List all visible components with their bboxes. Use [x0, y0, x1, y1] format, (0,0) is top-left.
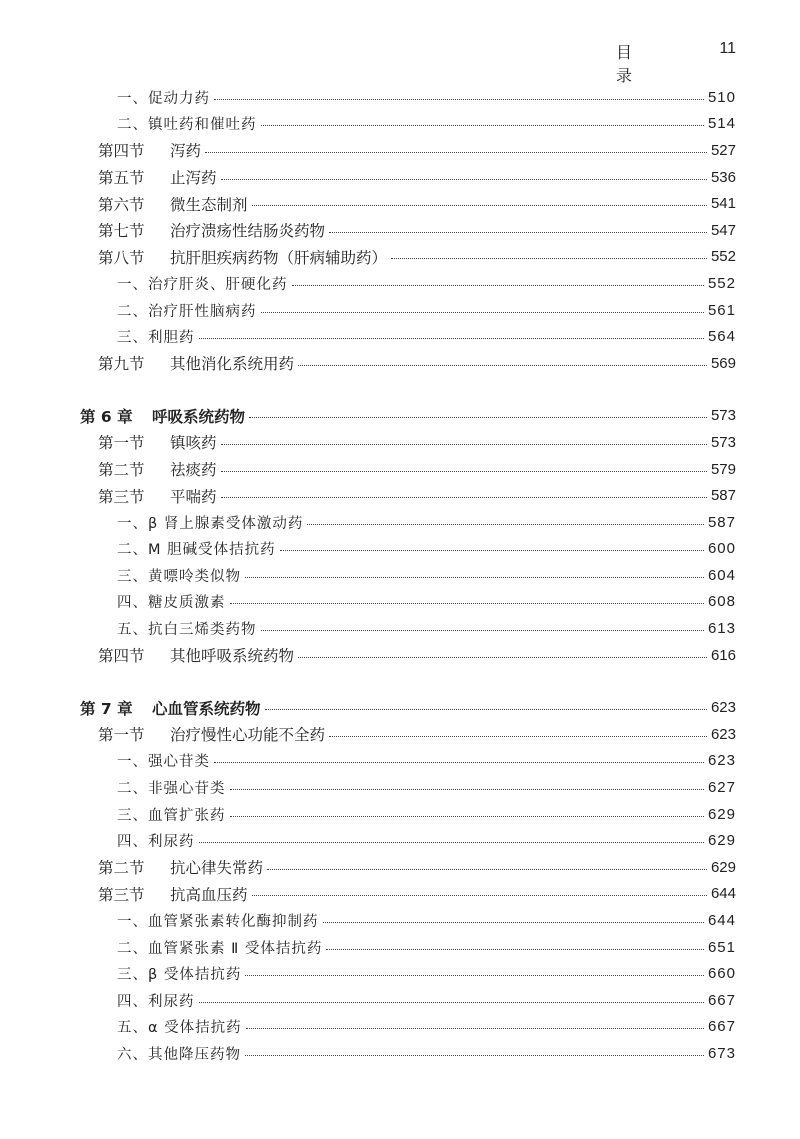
toc-entry-text: [98, 644, 294, 666]
toc-section-row[interactable]: [0, 350, 800, 377]
toc-entry-text: [117, 1043, 241, 1064]
page-header: [600, 40, 740, 85]
toc-entry-title: 糖皮质激素: [148, 595, 226, 612]
toc-page-number: 536: [710, 168, 736, 186]
dot-leader: [246, 1028, 704, 1029]
toc-entry-title: 镇咳药: [170, 434, 217, 453]
toc-entry-title: 其他降压药物: [148, 1046, 241, 1063]
toc-entry-label: 第六节: [98, 195, 145, 214]
toc-entry-label: 第一节: [98, 726, 145, 745]
dot-leader: [221, 497, 707, 498]
dot-leader: [214, 99, 704, 100]
toc-page-number: 573: [710, 433, 736, 451]
toc-entry-title: 促动力药: [148, 90, 210, 107]
toc-entry-title: M 胆碱受体拮抗药: [148, 542, 276, 559]
toc-item-row[interactable]: [0, 987, 800, 1014]
toc-page-number: 627: [707, 779, 736, 797]
toc-page-number: 587: [710, 487, 736, 505]
toc-entry-title: 止泻药: [170, 169, 217, 188]
toc-page-number: 510: [707, 88, 736, 106]
toc-entry-label: 二、: [117, 303, 148, 320]
toc-page-number: 573: [710, 407, 736, 425]
toc-entry-text: [98, 352, 294, 374]
toc-entry-title: 其他呼吸系统药物: [170, 647, 295, 666]
dot-leader: [307, 524, 704, 525]
toc-section-row[interactable]: [0, 721, 800, 748]
toc-entry-text: [98, 485, 217, 507]
toc-entry-title: β 受体拮抗药: [148, 967, 242, 984]
toc-entry-label: 第四节: [98, 647, 145, 666]
toc-entry-text: [80, 697, 261, 719]
dot-leader: [245, 975, 704, 976]
toc-page-number: 564: [707, 328, 736, 346]
toc-entry-title: 平喘药: [170, 487, 217, 506]
toc-entry-text: [98, 723, 325, 745]
toc-entry-title: 治疗肝性脑病药: [148, 303, 257, 320]
dot-leader: [261, 312, 704, 313]
toc-entry-title: 抗高血压药: [170, 885, 248, 904]
dot-leader: [245, 577, 704, 578]
toc-page-number: 629: [707, 805, 736, 823]
toc-page-number: 569: [710, 354, 736, 372]
toc-entry-title: 心血管系统药物: [152, 699, 261, 718]
toc-item-row[interactable]: [0, 960, 800, 987]
dot-leader: [261, 630, 704, 631]
toc-item-row[interactable]: [0, 111, 800, 138]
toc-entry-text: [117, 963, 241, 984]
toc-item-row[interactable]: [0, 297, 800, 324]
toc-entry-title: 祛痰药: [170, 461, 217, 480]
toc-entry-text: [98, 431, 217, 453]
toc-entry-label: 二、: [117, 542, 148, 559]
toc-entry-title: 呼吸系统药物: [152, 407, 246, 426]
toc-page-number: 644: [710, 885, 736, 903]
dot-leader: [249, 417, 707, 418]
dot-leader: [230, 603, 704, 604]
toc-entry-label: 第 7 章: [80, 699, 133, 718]
toc-entry-title: 强心苷类: [148, 754, 210, 771]
toc-entry-title: β 肾上腺素受体激动药: [148, 515, 304, 532]
toc-entry-title: 利尿药: [148, 993, 195, 1010]
toc-entry-label: 三、: [117, 568, 148, 585]
toc-entry-title: 血管紧张素转化酶抑制药: [148, 914, 319, 931]
dot-leader: [199, 842, 704, 843]
toc-page-number: 552: [710, 248, 736, 266]
dot-leader: [292, 285, 704, 286]
toc-item-row[interactable]: [0, 1014, 800, 1041]
toc-page-number: 514: [707, 115, 736, 133]
section-spacer: [0, 668, 800, 694]
toc-entry-label: 一、: [117, 276, 148, 293]
toc-page-number: 547: [710, 221, 736, 239]
toc-item-row[interactable]: [0, 934, 800, 961]
toc-entry-label: 第四节: [98, 142, 145, 161]
toc-entry-text: [98, 883, 248, 905]
dot-leader: [267, 869, 707, 870]
toc-entry-label: 第 6 章: [80, 407, 133, 426]
toc-entry-label: 二、: [117, 940, 148, 957]
toc-entry-label: 第八节: [98, 248, 145, 267]
toc-entry-text: [117, 1016, 242, 1037]
toc-entry-label: 第三节: [98, 885, 145, 904]
toc-entry-label: 四、: [117, 595, 148, 612]
toc-section-row[interactable]: [0, 854, 800, 881]
toc-section-row[interactable]: [0, 137, 800, 164]
dot-leader: [199, 338, 704, 339]
toc-page-number: 608: [707, 593, 736, 611]
toc-page-number: 604: [707, 566, 736, 584]
page-header-title: 目 录: [616, 43, 665, 85]
toc-entry-text: [117, 937, 322, 958]
toc-entry-label: 三、: [117, 967, 148, 984]
toc-item-row[interactable]: [0, 801, 800, 828]
toc-section-row[interactable]: [0, 190, 800, 217]
toc-page-number: 667: [707, 991, 736, 1009]
toc-entry-title: 治疗肝炎、肝硬化药: [148, 276, 288, 293]
toc-item-row[interactable]: [0, 748, 800, 775]
toc-page-number: 579: [710, 460, 736, 478]
toc-item-row[interactable]: [0, 615, 800, 642]
toc-section-row[interactable]: [0, 164, 800, 191]
toc-page-number: 629: [710, 858, 736, 876]
dot-leader: [230, 816, 704, 817]
toc-entry-label: 第九节: [98, 355, 145, 374]
toc-entry-text: [117, 777, 226, 798]
toc-chapter-row[interactable]: [0, 694, 800, 721]
dot-leader: [265, 709, 707, 710]
toc-entry-label: 一、: [117, 515, 148, 532]
toc-item-row[interactable]: [0, 536, 800, 563]
toc-entry-text: [117, 750, 210, 771]
toc-item-row[interactable]: [0, 1040, 800, 1067]
toc-page-number: 623: [710, 699, 736, 717]
toc-entry-text: [117, 990, 195, 1011]
toc-page-number: 527: [710, 141, 736, 159]
toc-entry-label: 一、: [117, 754, 148, 771]
toc-item-row[interactable]: [0, 562, 800, 589]
dot-leader: [298, 657, 707, 658]
toc-entry-title: 微生态制剂: [170, 195, 248, 214]
toc-page-number: 600: [707, 540, 736, 558]
toc-item-row[interactable]: [0, 323, 800, 350]
toc-entry-title: 血管扩张药: [148, 807, 226, 824]
toc-entry-title: 利胆药: [148, 330, 195, 347]
toc-entry-text: [117, 300, 257, 321]
toc-entry-text: [117, 512, 303, 533]
toc-page-number: 552: [707, 274, 736, 292]
toc-entry-title: 其他消化系统用药: [170, 355, 295, 374]
toc-entry-text: [98, 139, 201, 161]
toc-entry-text: [98, 193, 248, 215]
toc-entry-label: 一、: [117, 914, 148, 931]
toc-page-number: 651: [707, 938, 736, 956]
toc-entry-label: 第二节: [98, 461, 145, 480]
toc-section-row[interactable]: [0, 456, 800, 483]
toc-entry-label: 第一节: [98, 434, 145, 453]
toc-entry-title: 治疗慢性心功能不全药: [170, 726, 326, 745]
dot-leader: [230, 789, 704, 790]
toc-entry-label: 一、: [117, 90, 148, 107]
toc-entry-text: [98, 856, 263, 878]
section-spacer: [0, 377, 800, 403]
toc-entry-text: [117, 538, 276, 559]
toc-entry-text: [117, 87, 210, 108]
toc-entry-title: 利尿药: [148, 834, 195, 851]
dot-leader: [298, 365, 707, 366]
toc-entry-text: [117, 565, 241, 586]
dot-leader: [326, 949, 704, 950]
toc-entry-title: 镇吐药和催吐药: [148, 117, 257, 134]
toc-entry-label: 第七节: [98, 222, 145, 241]
dot-leader: [205, 152, 707, 153]
toc-entry-label: 三、: [117, 330, 148, 347]
toc-page-number: 613: [707, 620, 736, 638]
toc-entry-title: 抗白三烯类药物: [148, 622, 257, 639]
dot-leader: [221, 179, 707, 180]
toc-item-row[interactable]: [0, 589, 800, 616]
toc-section-row[interactable]: [0, 244, 800, 271]
dot-leader: [329, 232, 707, 233]
dot-leader: [391, 258, 707, 259]
toc-entry-label: 四、: [117, 834, 148, 851]
page-number: 11: [719, 40, 736, 57]
toc-entry-label: 第二节: [98, 859, 145, 878]
toc-entry-label: 五、: [117, 1020, 148, 1037]
toc-item-row[interactable]: [0, 827, 800, 854]
toc-section-row[interactable]: [0, 482, 800, 509]
toc-item-row[interactable]: [0, 509, 800, 536]
toc-entry-title: 泻药: [170, 142, 202, 161]
toc-section-row[interactable]: [0, 217, 800, 244]
toc-entry-text: [98, 458, 217, 480]
dot-leader: [280, 550, 704, 551]
toc-entry-label: 六、: [117, 1046, 148, 1063]
toc-page-number: 616: [710, 646, 736, 664]
toc-entry-text: [117, 618, 257, 639]
dot-leader: [252, 205, 707, 206]
toc-entry-title: 血管紧张素 Ⅱ 受体拮抗药: [148, 940, 323, 957]
dot-leader: [214, 762, 704, 763]
table-of-contents: [0, 84, 800, 1067]
toc-entry-label: 二、: [117, 781, 148, 798]
toc-entry-text: [117, 910, 319, 931]
toc-page-number: 623: [707, 752, 736, 770]
dot-leader: [323, 922, 704, 923]
toc-page-number: 660: [707, 965, 736, 983]
toc-item-row[interactable]: [0, 774, 800, 801]
toc-entry-title: 治疗溃疡性结肠炎药物: [170, 222, 326, 241]
dot-leader: [221, 444, 707, 445]
toc-page-number: 561: [707, 301, 736, 319]
toc-entry-title: 非强心苷类: [148, 781, 226, 798]
toc-item-row[interactable]: [0, 270, 800, 297]
toc-item-row[interactable]: [0, 907, 800, 934]
toc-entry-text: [98, 219, 325, 241]
toc-entry-text: [98, 166, 217, 188]
dot-leader: [329, 736, 707, 737]
dot-leader: [261, 125, 704, 126]
toc-entry-text: [117, 113, 257, 134]
toc-page-number: 667: [707, 1018, 736, 1036]
toc-section-row[interactable]: [0, 429, 800, 456]
toc-section-row[interactable]: [0, 642, 800, 669]
toc-entry-label: 第五节: [98, 169, 145, 188]
toc-page-number: 587: [707, 513, 736, 531]
toc-entry-title: 抗肝胆疾病药物（肝病辅助药）: [170, 248, 388, 267]
toc-entry-text: [117, 804, 226, 825]
toc-page-number: 673: [707, 1044, 736, 1062]
toc-entry-text: [117, 591, 226, 612]
toc-page-number: 541: [710, 195, 736, 213]
dot-leader: [199, 1002, 704, 1003]
toc-entry-text: [98, 246, 387, 268]
toc-section-row[interactable]: [0, 881, 800, 908]
toc-entry-title: 抗心律失常药: [170, 859, 264, 878]
toc-entry-label: 二、: [117, 117, 148, 134]
toc-entry-title: 黄嘌呤类似物: [148, 568, 241, 585]
toc-entry-text: [117, 830, 195, 851]
toc-entry-text: [117, 326, 195, 347]
toc-page-number: 644: [707, 912, 736, 930]
toc-entry-label: 四、: [117, 993, 148, 1010]
dot-leader: [252, 895, 707, 896]
toc-entry-text: [80, 405, 245, 427]
toc-page-number: 629: [707, 832, 736, 850]
toc-item-row[interactable]: [0, 84, 800, 111]
toc-entry-title: α 受体拮抗药: [148, 1020, 242, 1037]
toc-entry-label: 第三节: [98, 487, 145, 506]
toc-chapter-row[interactable]: [0, 403, 800, 430]
toc-page-number: 623: [710, 725, 736, 743]
dot-leader: [245, 1055, 704, 1056]
dot-leader: [221, 471, 707, 472]
toc-entry-label: 三、: [117, 807, 148, 824]
toc-entry-label: 五、: [117, 622, 148, 639]
toc-entry-text: [117, 273, 288, 294]
